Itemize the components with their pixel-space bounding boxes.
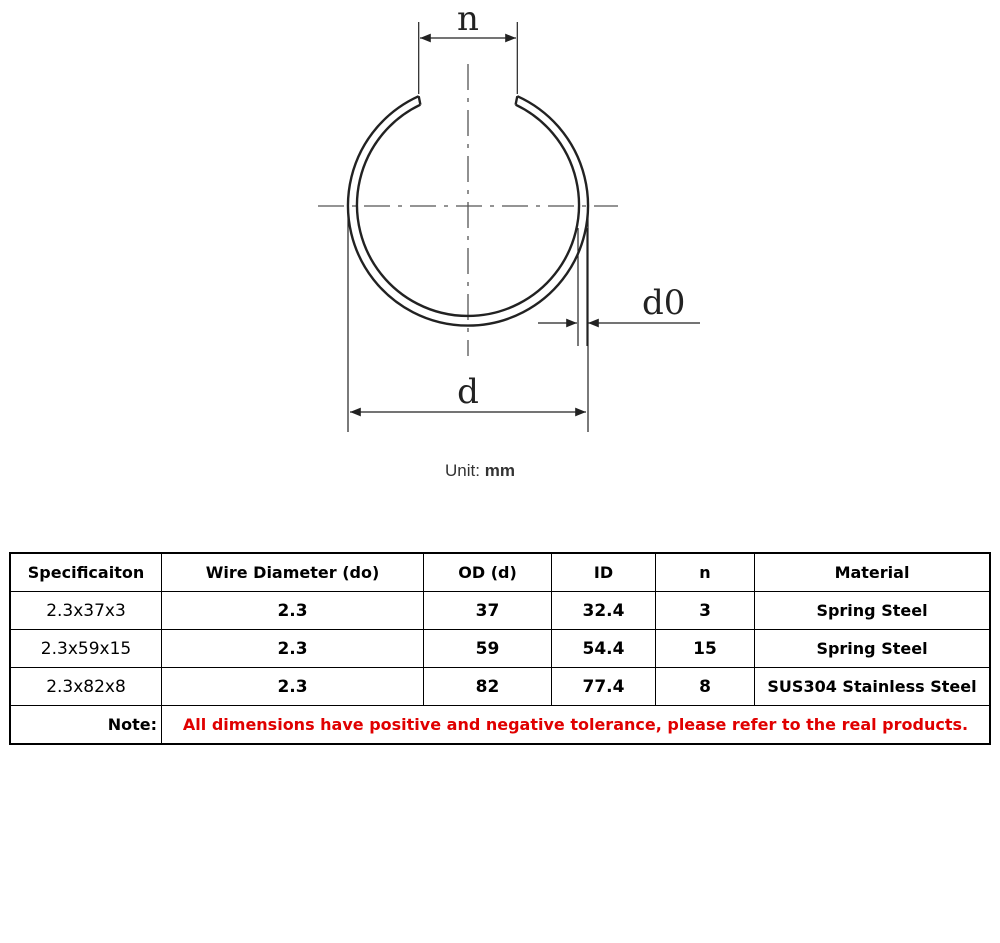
- table-row: [11, 668, 990, 706]
- cell-od: 59: [424, 630, 552, 668]
- cell-wire-diameter: 2.3: [162, 668, 424, 706]
- cell-specification: 2.3x82x8: [11, 668, 162, 706]
- d-label: d: [457, 372, 479, 412]
- cell-n: 15: [656, 630, 755, 668]
- header-material: Material: [755, 554, 990, 592]
- header-od: OD (d): [424, 554, 552, 592]
- cell-id: 32.4: [552, 592, 656, 630]
- header-specification: Specificaiton: [11, 554, 162, 592]
- cell-specification: 2.3x37x3: [11, 592, 162, 630]
- cell-n: 8: [656, 668, 755, 706]
- specification-table: [10, 553, 990, 744]
- cell-od: 82: [424, 668, 552, 706]
- unit-value: mm: [484, 461, 515, 480]
- table-row: [11, 592, 990, 630]
- d0-label: d0: [642, 283, 686, 323]
- cell-material: SUS304 Stainless Steel: [755, 668, 990, 706]
- cell-specification: 2.3x59x15: [11, 630, 162, 668]
- ring-gap-left-end: [419, 96, 421, 105]
- unit-caption: [380, 461, 580, 481]
- header-wire-diameter: Wire Diameter (do): [162, 554, 424, 592]
- table-row: [11, 630, 990, 668]
- n-label: n: [457, 0, 479, 39]
- ring-gap-right-end: [516, 96, 518, 105]
- header-id: ID: [552, 554, 656, 592]
- unit-label: Unit:: [445, 461, 480, 480]
- cell-n: 3: [656, 592, 755, 630]
- note-text: All dimensions have positive and negative tolerance, please refer to the real products.: [162, 706, 990, 744]
- cell-id: 77.4: [552, 668, 656, 706]
- table-header-row: [11, 554, 990, 592]
- cell-wire-diameter: 2.3: [162, 592, 424, 630]
- note-row: [11, 706, 990, 744]
- cell-material: Spring Steel: [755, 592, 990, 630]
- header-n: n: [656, 554, 755, 592]
- note-label: Note:: [11, 706, 162, 744]
- cell-wire-diameter: 2.3: [162, 630, 424, 668]
- cell-id: 54.4: [552, 630, 656, 668]
- cell-od: 37: [424, 592, 552, 630]
- cell-material: Spring Steel: [755, 630, 990, 668]
